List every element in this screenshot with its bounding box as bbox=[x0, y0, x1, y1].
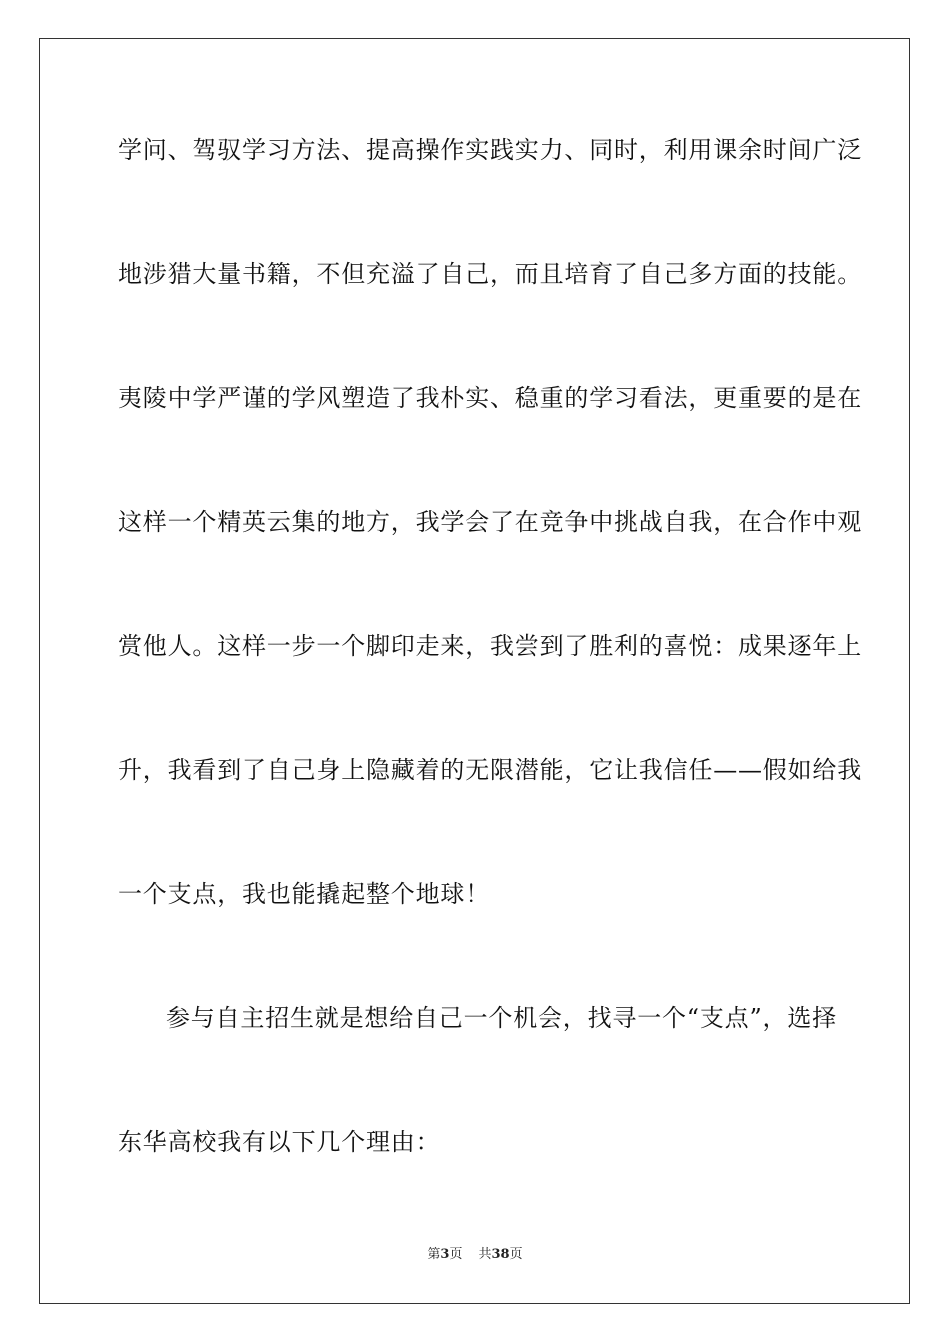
body-text-line-3: 夷陵中学严谨的学风塑造了我朴实、稳重的学习看法，更重要的是在 bbox=[118, 384, 862, 412]
page-prefix: 第 bbox=[427, 1247, 441, 1262]
page-border bbox=[39, 38, 910, 1304]
body-text-line-4: 这样一个精英云集的地方，我学会了在竞争中挑战自我，在合作中观 bbox=[118, 508, 862, 536]
total-pages: 38 bbox=[491, 1247, 510, 1262]
body-text-line-2: 地涉猎大量书籍，不但充溢了自己，而且培育了自己多方面的技能。 bbox=[118, 260, 862, 288]
body-text-line-5: 赏他人。这样一步一个脚印走来，我尝到了胜利的喜悦：成果逐年上 bbox=[118, 632, 862, 660]
body-text-line-6: 升，我看到了自己身上隐藏着的无限潜能，它让我信任——假如给我 bbox=[118, 756, 862, 784]
total-prefix: 共 bbox=[478, 1247, 492, 1262]
page-suffix: 页 bbox=[449, 1247, 463, 1262]
paragraph-start-line: 参与自主招生就是想给自己一个机会，找寻一个“支点”，选择 bbox=[166, 1004, 837, 1032]
page-footer bbox=[0, 1247, 950, 1263]
total-suffix: 页 bbox=[509, 1247, 523, 1262]
page-number: 3 bbox=[440, 1247, 450, 1262]
body-text-line-7: 一个支点，我也能撬起整个地球！ bbox=[118, 880, 490, 908]
body-text-line-1: 学问、驾驭学习方法、提高操作实践实力、同时，利用课余时间广泛 bbox=[118, 136, 862, 164]
body-text-line-9: 东华高校我有以下几个理由： bbox=[118, 1128, 441, 1156]
